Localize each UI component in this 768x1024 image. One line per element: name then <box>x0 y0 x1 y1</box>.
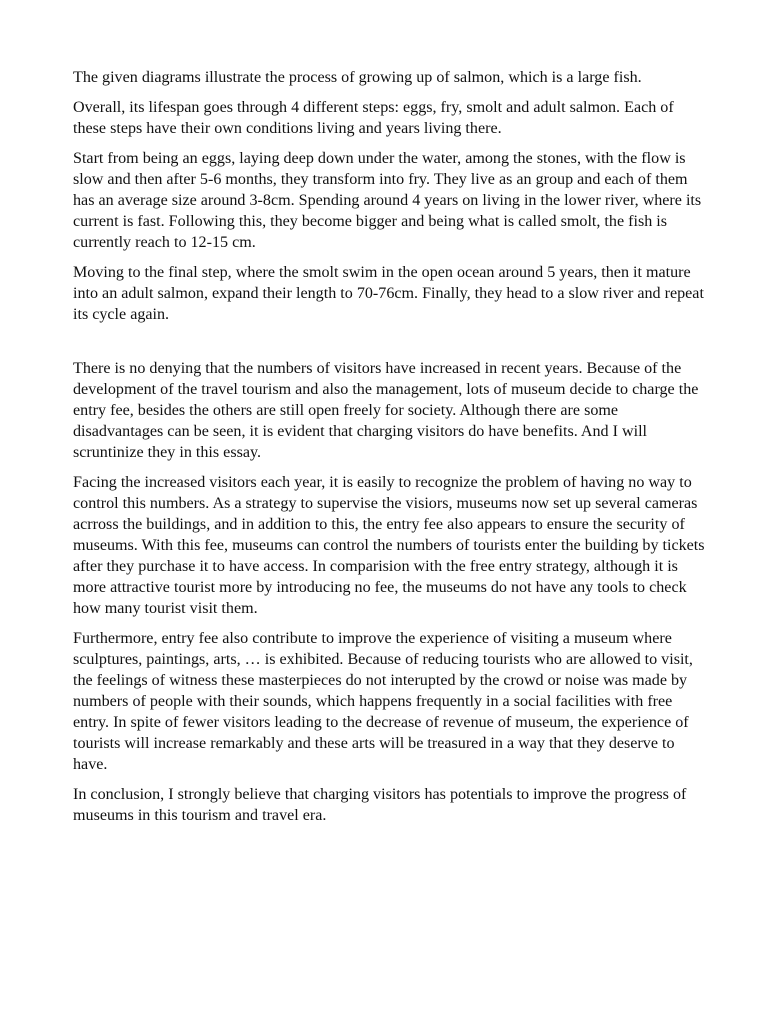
document-page <box>73 67 708 835</box>
paragraph-intro: The given diagrams illustrate the process of growing up of salmon, which is a large fish. <box>73 69 642 86</box>
salmon-lifecycle-section <box>73 67 708 325</box>
paragraph-essay-body-2: Furthermore, entry fee also contribute to improve the experience of visiting a museum where sculptures, paintings, arts, … is exhibited. Because of reducing tourists who are allowed to visit, the feelings of witness these masterpieces do not interupted by the crowd or noise was made by numbers of people with their sounds, which happens frequently in a social facilities with free entry. In spite of fewer visitors leading to the decrease of revenue of museum, the experience of tourists will increase remarkably and these arts will be treasured in a way that they deserve to have. <box>73 630 693 773</box>
paragraph-essay-body-1: Facing the increased visitors each year, it is easily to recognize the problem of having no way to control this numbers. As a strategy to supervise the visiors, museums now set up several cameras acrross the buildings, and in addition to this, the entry fee also appears to ensure the security of museums. With this fee, museums can control the numbers of tourists enter the building by tickets after they purchase it to have access. In comparision with the free entry strategy, although it is more attractive tourist more by introducing no fee, the museums do not have any tools to check how many tourist visit them. <box>73 474 705 617</box>
museum-essay-section <box>73 358 708 826</box>
paragraph-early-stages: Start from being an eggs, laying deep down under the water, among the stones, with the flow is slow and then after 5-6 months, they transform into fry. They live as an group and each of them has an average size around 3-8cm. Spending around 4 years on living in the lower river, where its current is fast. Following this, they become bigger and being what is called smolt, the fish is currently reach to 12-15 cm. <box>73 150 702 251</box>
section-spacer <box>73 334 708 358</box>
paragraph-final-stage: Moving to the final step, where the smolt swim in the open ocean around 5 years, then it mature into an adult salmon, expand their length to 70-76cm. Finally, they head to a slow river and repeat its cycle again. <box>73 264 704 323</box>
paragraph-overview: Overall, its lifespan goes through 4 different steps: eggs, fry, smolt and adult salmon. Each of these steps have their own conditions living and years living there. <box>73 99 674 137</box>
paragraph-essay-conclusion: In conclusion, I strongly believe that charging visitors has potentials to improve the progress of museums in this tourism and travel era. <box>73 786 687 824</box>
paragraph-essay-intro: There is no denying that the numbers of visitors have increased in recent years. Because of the development of the travel tourism and also the management, lots of museum decide to charge the entry fee, besides the others are still open freely for society. Although there are some disadvantages can be seen, it is evident that charging visitors do have benefits. And I will scruntinize they in this essay. <box>73 360 699 461</box>
